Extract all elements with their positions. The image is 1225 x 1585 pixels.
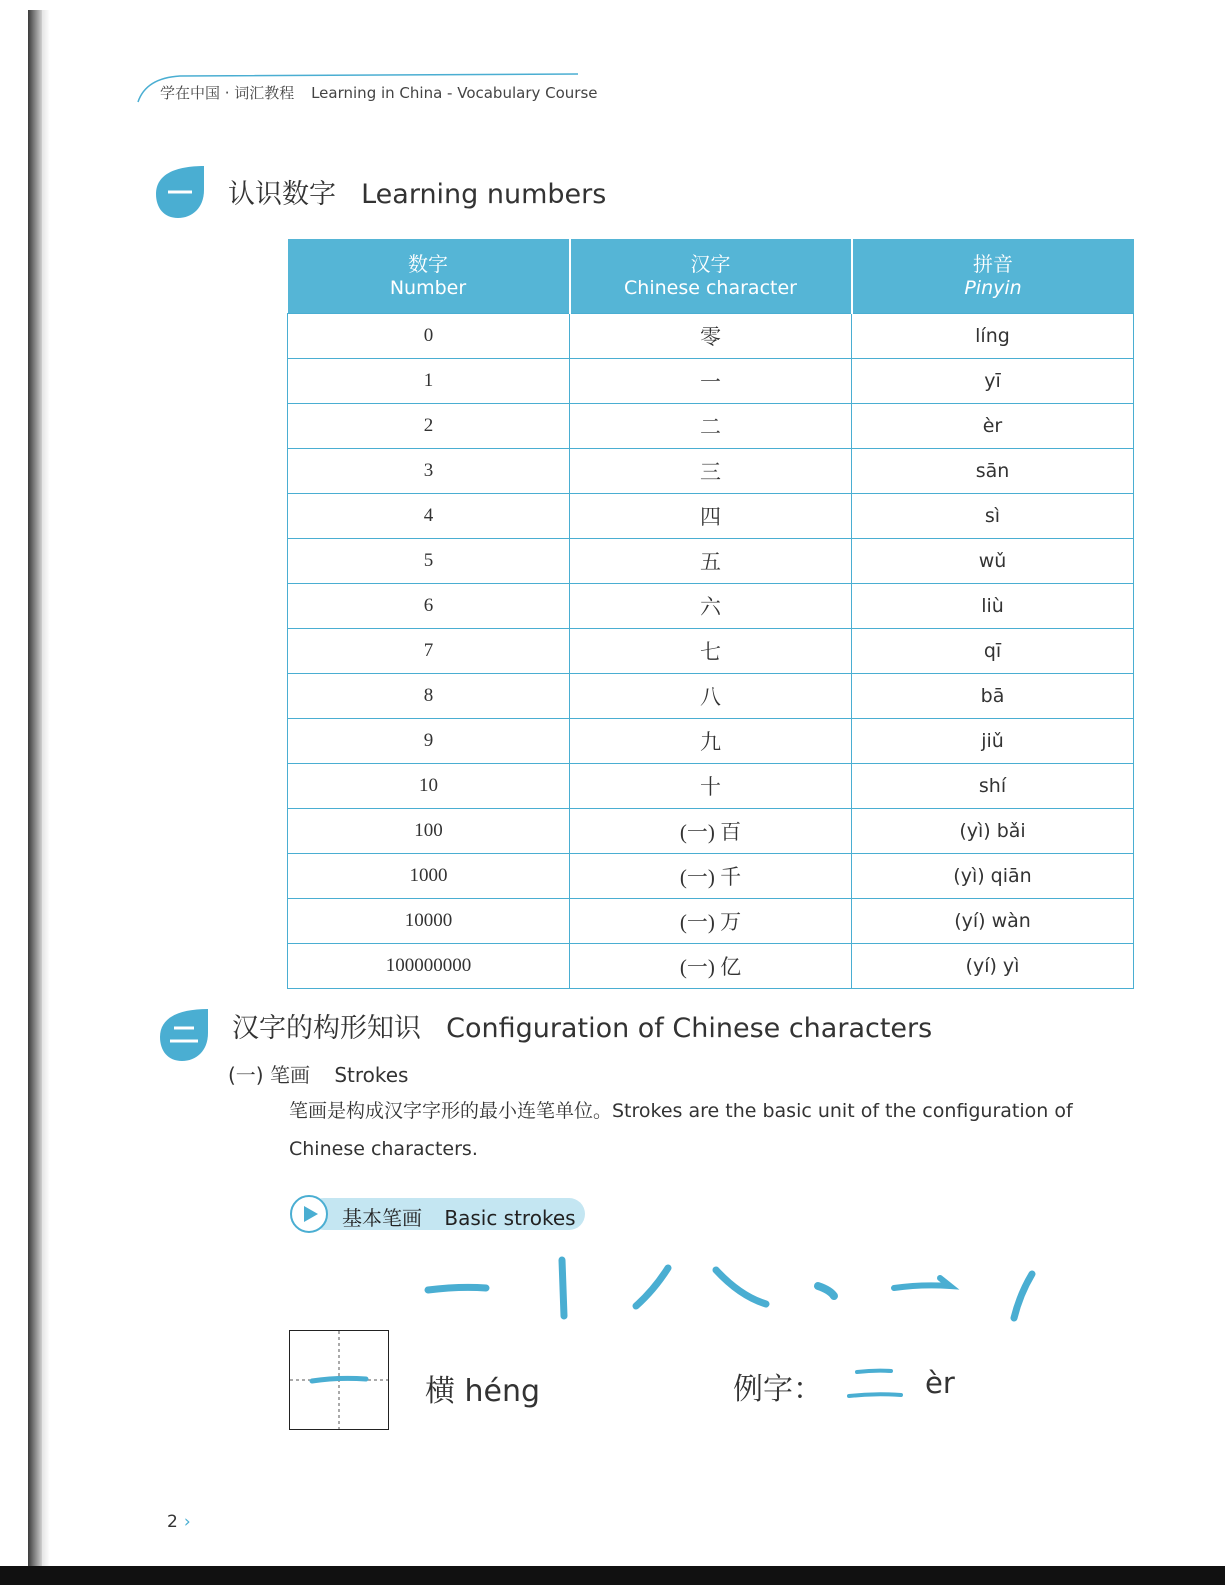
example-character-er-icon (845, 1358, 905, 1408)
strokes-paragraph: 笔画是构成汉字字形的最小连笔单位。Strokes are the basic unit of the configuration of Chinese characters. (289, 1100, 1073, 1160)
table-row (288, 854, 1134, 899)
character-cell: (一) 亿 (570, 944, 852, 989)
table-row (288, 314, 1134, 359)
table-row (288, 674, 1134, 719)
pinyin-cell: (yí) yì (852, 944, 1134, 989)
binding-shadow (42, 10, 50, 1570)
character-cell: 九 (570, 719, 852, 764)
page-number (167, 1512, 191, 1532)
col-pinyin-zh: 拼音 (973, 251, 1013, 276)
pinyin-cell: líng (852, 314, 1134, 359)
pinyin-cell: wǔ (852, 539, 1134, 584)
na-stroke-icon (716, 1270, 766, 1304)
pinyin-cell: (yì) qiān (852, 854, 1134, 899)
pill-label-zh: 基本笔画 (342, 1206, 422, 1230)
col-character-header (570, 239, 852, 314)
col-pinyin-en: Pinyin (964, 276, 1022, 299)
character-cell: 七 (570, 629, 852, 674)
col-character-zh: 汉字 (690, 251, 731, 276)
character-cell: 一 (570, 359, 852, 404)
table-row (288, 584, 1134, 629)
section2-title-zh: 汉字的构形知识 (232, 1013, 421, 1044)
pinyin-cell: yī (852, 359, 1134, 404)
example-pinyin: èr (925, 1366, 955, 1400)
section2-title (232, 1006, 932, 1045)
pie-stroke-icon (636, 1268, 668, 1306)
basic-strokes-illustration (410, 1250, 1050, 1330)
section1-title-en: Learning numbers (361, 179, 607, 210)
grid-guides (290, 1331, 388, 1429)
pinyin-cell: sān (852, 449, 1134, 494)
number-cell: 2 (288, 404, 570, 449)
number-cell: 4 (288, 494, 570, 539)
number-cell: 0 (288, 314, 570, 359)
table-row (288, 629, 1134, 674)
practice-grid (289, 1330, 389, 1430)
example-label: 例字： (733, 1372, 823, 1407)
heng-stroke-icon (428, 1287, 486, 1290)
running-header (160, 82, 610, 103)
pinyin-cell: liù (852, 584, 1134, 629)
number-cell: 9 (288, 719, 570, 764)
dian-stroke-icon (818, 1286, 834, 1296)
numbers-table (287, 239, 1134, 989)
table-row (288, 764, 1134, 809)
col-pinyin-header (852, 239, 1134, 314)
section1-title-zh: 认识数字 (228, 179, 336, 210)
number-cell: 10 (288, 764, 570, 809)
character-cell: 五 (570, 539, 852, 584)
table-row (288, 449, 1134, 494)
col-number-en: Number (389, 276, 467, 299)
ti-stroke-icon (1014, 1274, 1032, 1318)
play-icon (288, 1194, 332, 1234)
table-row (288, 359, 1134, 404)
section2-badge (154, 1007, 212, 1063)
col-number-zh: 数字 (408, 251, 448, 276)
character-cell: (一) 百 (570, 809, 852, 854)
table-row (288, 719, 1134, 764)
number-cell: 10000 (288, 899, 570, 944)
header-zh: 学在中国 · 词汇教程 (160, 84, 295, 102)
header-en: Learning in China - Vocabulary Course (311, 84, 598, 102)
strokes-subheading (228, 1059, 408, 1088)
stroke-name: 横 héng (425, 1374, 541, 1409)
pinyin-cell: (yì) bǎi (852, 809, 1134, 854)
character-cell: 二 (570, 404, 852, 449)
section2-title-en: Configuration of Chinese characters (446, 1013, 933, 1044)
number-cell: 7 (288, 629, 570, 674)
character-cell: 三 (570, 449, 852, 494)
number-cell: 6 (288, 584, 570, 629)
section1-title (228, 172, 606, 211)
character-cell: 十 (570, 764, 852, 809)
character-cell: 六 (570, 584, 852, 629)
character-cell: 八 (570, 674, 852, 719)
chevron-right-icon: › (183, 1512, 191, 1532)
col-number-header (288, 239, 570, 314)
pinyin-cell: qī (852, 629, 1134, 674)
subheading-zh: (一) 笔画 (228, 1063, 310, 1087)
book-binding (28, 10, 42, 1570)
scan-edge (0, 1566, 1225, 1585)
pinyin-cell: shí (852, 764, 1134, 809)
character-cell: (一) 千 (570, 854, 852, 899)
table-row (288, 539, 1134, 584)
number-cell: 5 (288, 539, 570, 584)
number-cell: 100 (288, 809, 570, 854)
pill-label-en: Basic strokes (444, 1206, 576, 1230)
pinyin-cell: èr (852, 404, 1134, 449)
character-cell: 零 (570, 314, 852, 359)
col-character-en: Chinese character (624, 276, 797, 299)
page-number-value: 2 (167, 1512, 178, 1532)
pinyin-cell: sì (852, 494, 1134, 539)
number-cell: 100000000 (288, 944, 570, 989)
section1-badge (150, 164, 208, 220)
basic-strokes-pill (288, 1194, 588, 1234)
number-cell: 8 (288, 674, 570, 719)
character-cell: (一) 万 (570, 899, 852, 944)
table-row (288, 809, 1134, 854)
number-cell: 3 (288, 449, 570, 494)
hengzhe-stroke-icon (894, 1278, 950, 1288)
number-cell: 1 (288, 359, 570, 404)
pinyin-cell: (yí) wàn (852, 899, 1134, 944)
table-row (288, 404, 1134, 449)
pill-label (342, 1202, 576, 1231)
character-cell: 四 (570, 494, 852, 539)
pinyin-cell: bā (852, 674, 1134, 719)
table-row (288, 944, 1134, 989)
number-cell: 1000 (288, 854, 570, 899)
table-row (288, 494, 1134, 539)
table-header-row (288, 239, 1134, 314)
table-row (288, 899, 1134, 944)
shu-stroke-icon (562, 1260, 564, 1316)
pinyin-cell: jiǔ (852, 719, 1134, 764)
subheading-en: Strokes (334, 1063, 409, 1087)
